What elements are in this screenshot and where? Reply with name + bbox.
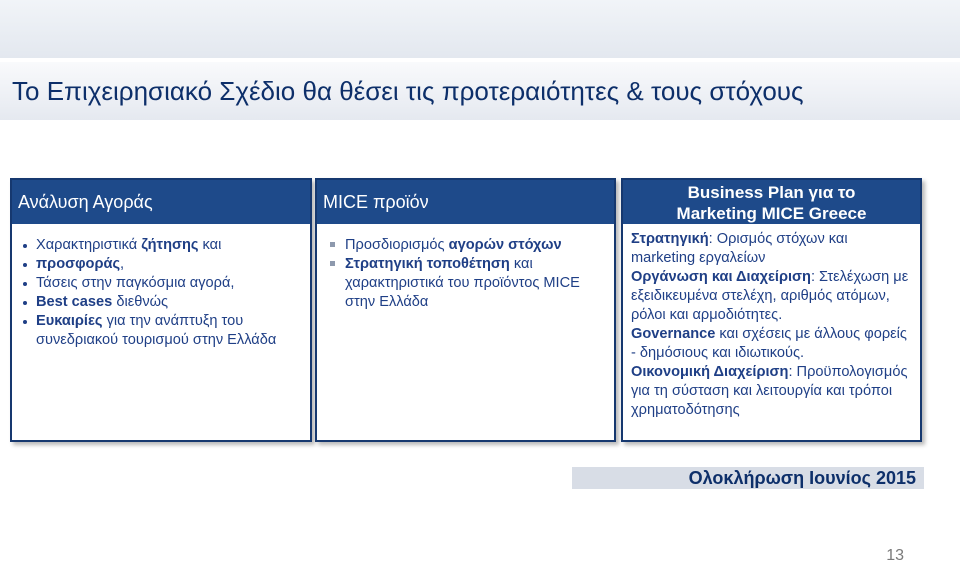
- market-analysis-body: [12, 224, 310, 350]
- financial-paragraph: Οικονομική Διαχείριση: Προϋπολογισμός για τη σύσταση και λειτουργία και τρόποι χρηματοδότησης: [631, 364, 908, 418]
- business-plan-heading-line2: Marketing MICE Greece: [676, 204, 867, 223]
- list-item: Χαρακτηριστικά ζήτησης και: [20, 236, 302, 255]
- slide-title: Το Επιχειρησιακό Σχέδιο θα θέσει τις προτεραιότητες & τους στόχους: [12, 76, 804, 106]
- list-item-continuation: προσφοράς,: [20, 255, 302, 274]
- market-analysis-box: [10, 178, 312, 442]
- business-plan-box: [621, 178, 922, 442]
- mice-product-body: [317, 224, 614, 312]
- mice-product-heading: MICE προϊόν: [317, 180, 614, 224]
- organization-paragraph: Οργάνωση και Διαχείριση: Στελέχωση με εξειδικευμένα στελέχη, αριθμός ατόμων, ρόλοι και αρμοδιότητες.: [631, 269, 909, 323]
- list-item: Best cases διεθνώς: [20, 293, 302, 312]
- business-plan-body: [623, 224, 920, 420]
- page-number: 13: [886, 547, 904, 564]
- mice-product-list: [325, 236, 606, 312]
- footer: [572, 545, 932, 565]
- governance-paragraph: Governance και σχέσεις με άλλους φορείς - δημόσιους και ιδιωτικούς.: [631, 326, 907, 361]
- market-analysis-list: [20, 236, 302, 350]
- mice-product-box: [315, 178, 616, 442]
- top-banner: [0, 0, 960, 58]
- list-item: Ευκαιρίες για την ανάπτυξη του συνεδριακού τουρισμού στην Ελλάδα: [20, 312, 302, 350]
- completion-banner: [572, 467, 924, 489]
- list-item: Στρατηγική τοποθέτηση και χαρακτηριστικά του προϊόντος MICE στην Ελλάδα: [325, 255, 606, 312]
- market-analysis-heading: Ανάλυση Αγοράς: [12, 180, 310, 224]
- list-item: Προσδιορισμός αγορών στόχων: [325, 236, 606, 255]
- business-plan-heading-line1: Business Plan για το: [687, 183, 856, 202]
- list-item: Τάσεις στην παγκόσμια αγορά,: [20, 274, 302, 293]
- strategy-paragraph: Στρατηγική: Ορισμός στόχων και marketing εργαλείων: [631, 231, 848, 266]
- business-plan-heading: [623, 180, 920, 224]
- completion-text: Ολοκλήρωση Ιουνίος 2015: [688, 468, 916, 488]
